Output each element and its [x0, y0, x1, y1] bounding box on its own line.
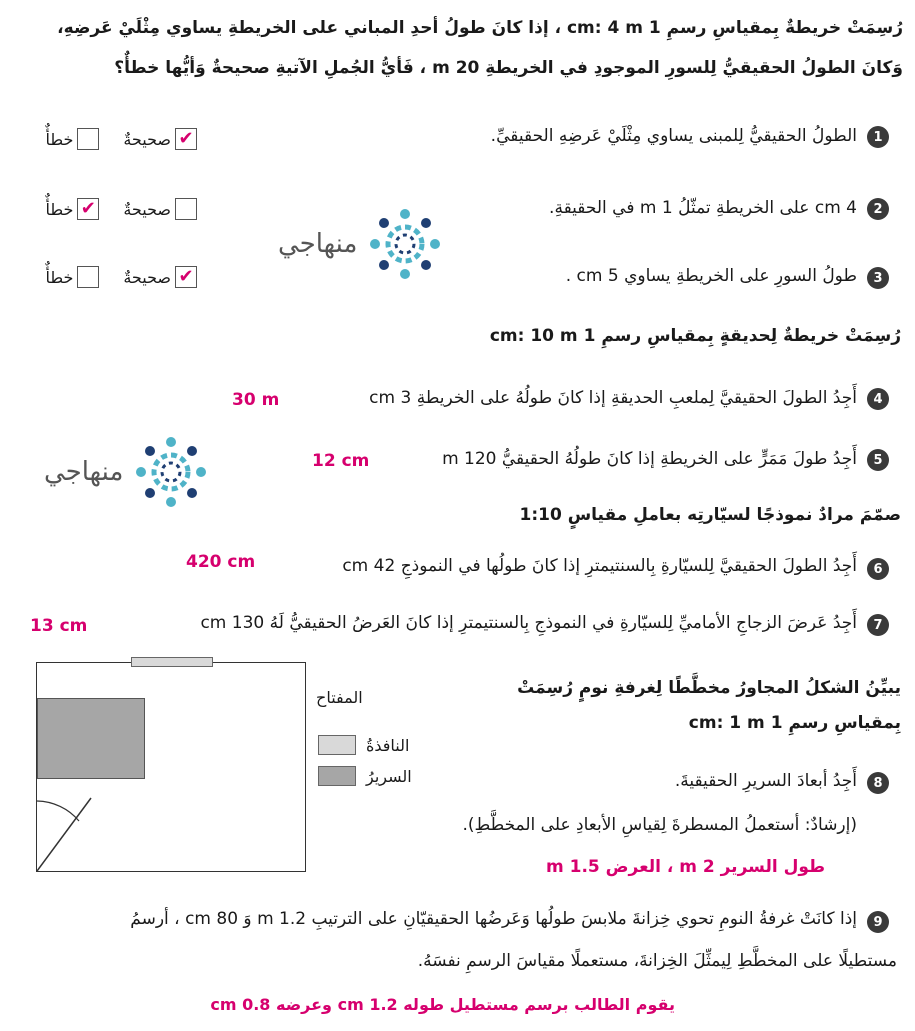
question-number-1: 1	[867, 126, 889, 148]
window-swatch	[318, 735, 356, 755]
logo-text: منهاجي	[278, 229, 358, 259]
question-number-8: 8	[867, 772, 889, 794]
statement-1-false-checkbox[interactable]	[77, 128, 99, 150]
garden-header: رُسِمَتْ خريطةٌ لِحديقةٍ بِمقياسِ رسمِ 1 cm: 10 m	[489, 326, 901, 346]
q4-text: أَجِدُ الطولَ الحقيقيَّ لِملعبِ الحديقةِ إذا كانَ طولُهُ على الخريطةِ 3 cm	[369, 388, 857, 408]
question-number-4: 4	[867, 388, 889, 410]
false-label: خطأٌ	[45, 267, 74, 287]
q9-line-2: مستطيلًا على المخطَّطِ لِيمثِّلَ الخِزانةَ، مستعملًا مقياسَ الرسمِ نفسَهُ.	[417, 951, 897, 971]
logo-text: منهاجي	[44, 457, 124, 487]
legend-window-label: النافذةُ	[366, 735, 410, 755]
legend-title: المفتاح	[316, 688, 363, 707]
q8-answer: طول السرير 2 m ، العرض 1.5 m	[545, 857, 825, 877]
bed-swatch	[318, 766, 356, 786]
q9-line-1: إذا كانَتْ غرفةُ النومِ تحوي خِزانةَ ملابسَ طولُها وَعَرضُها الحقيقيّانِ على الترتيبِ 1.2 m وَ 80 cm ، أرسمُ	[130, 909, 857, 929]
question-number-6: 6	[867, 558, 889, 580]
legend-window	[318, 735, 409, 755]
q8-hint: (إرشادٌ: أستعملُ المسطرةَ لِقياسِ الأبعادِ على المخطَّطِ).	[462, 815, 857, 835]
statement-2-false-checkbox[interactable]: ✔	[77, 198, 99, 220]
q8-text: أَجِدُ أبعادَ السريرِ الحقيقيةَ.	[674, 771, 857, 791]
false-label: خطأٌ	[45, 129, 74, 149]
logo-flower-icon	[131, 432, 211, 512]
manhaji-logo	[278, 204, 445, 284]
bedroom-plan	[36, 662, 306, 872]
logo-flower-icon	[365, 204, 445, 284]
statement-2-true-checkbox[interactable]	[175, 198, 197, 220]
q5-answer: 12 cm	[312, 451, 370, 471]
window-shape	[131, 657, 213, 667]
door-arc	[37, 793, 97, 873]
question-number-3: 3	[867, 267, 889, 289]
false-label: خطأٌ	[45, 199, 74, 219]
legend-bed-label: السريرُ	[366, 766, 412, 786]
q6-text: أَجِدُ الطولَ الحقيقيَّ لِلسيّارةِ بِالسنتيمترِ إذا كانَ طولُها في النموذجِ 42 cm	[342, 556, 857, 576]
statement-1-options	[45, 128, 197, 150]
statement-1-true-checkbox[interactable]: ✔	[175, 128, 197, 150]
question-number-5: 5	[867, 449, 889, 471]
statement-1-text: الطولُ الحقيقيُّ لِلمبنى يساوي مِثْلَيْ عَرضِهِ الحقيقيِّ.	[490, 126, 857, 146]
question-number-2: 2	[867, 198, 889, 220]
statement-3-text: طولُ السورِ على الخريطةِ يساوي 5 cm .	[565, 266, 857, 286]
statement-2-text: 4 cm على الخريطةِ تمثّلُ 1 m في الحقيقةِ.	[549, 198, 857, 218]
car-header: صمّمَ مرادٌ نموذجًا لسيّارتِه بعاملِ مقياسٍ 1:10	[519, 505, 901, 525]
intro-line-2: وَكانَ الطولُ الحقيقيُّ لِلسورِ الموجودِ في الخريطةِ 20 m ، فَأيُّ الجُملِ الآتيةِ صحيحةٌ وَأيُّها خطأٌ؟	[114, 58, 903, 78]
q9-answer: يقوم الطالب برسم مستطيل طوله 1.2 cm وعرضه 0.8 cm	[210, 995, 675, 1014]
legend-bed	[318, 766, 412, 786]
question-number-7: 7	[867, 614, 889, 636]
q4-answer: 30 m	[232, 390, 280, 410]
question-number-9: 9	[867, 911, 889, 933]
statement-3-false-checkbox[interactable]	[77, 266, 99, 288]
statement-3-true-checkbox[interactable]: ✔	[175, 266, 197, 288]
true-label: صحيحةٌ	[123, 199, 171, 219]
manhaji-logo	[44, 432, 211, 512]
statement-2-options	[45, 198, 197, 220]
true-label: صحيحةٌ	[123, 267, 171, 287]
q5-text: أَجِدُ طولَ مَمَرٍّ على الخريطةِ إذا كانَ طولُهُ الحقيقيُّ 120 m	[442, 449, 857, 469]
statement-3-options	[45, 266, 197, 288]
true-label: صحيحةٌ	[123, 129, 171, 149]
bed-shape	[37, 698, 145, 779]
bedroom-header-2: بِمقياسِ رسمِ 1 cm: 1 m	[688, 713, 901, 733]
q7-text: أَجِدُ عَرضَ الزجاجِ الأماميِّ لِلسيّارةِ في النموذجِ بِالسنتيمترِ إذا كانَ العَرضُ الحقيقيُّ لَهُ 130 cm	[200, 613, 857, 633]
q7-answer: 13 cm	[30, 616, 88, 636]
bedroom-header-1: يبيِّنُ الشكلُ المجاورُ مخطَّطًا لِغرفةِ نومٍ رُسِمَتْ	[517, 678, 901, 698]
q6-answer: 420 cm	[186, 552, 256, 572]
intro-line-1: رُسِمَتْ خريطةٌ بِمقياسِ رسمِ 1 cm: 4 m ، إذا كانَ طولُ أحدِ المباني على الخريطةِ يساوي مِثْلَيْ عَرضِهِ،	[57, 18, 903, 38]
